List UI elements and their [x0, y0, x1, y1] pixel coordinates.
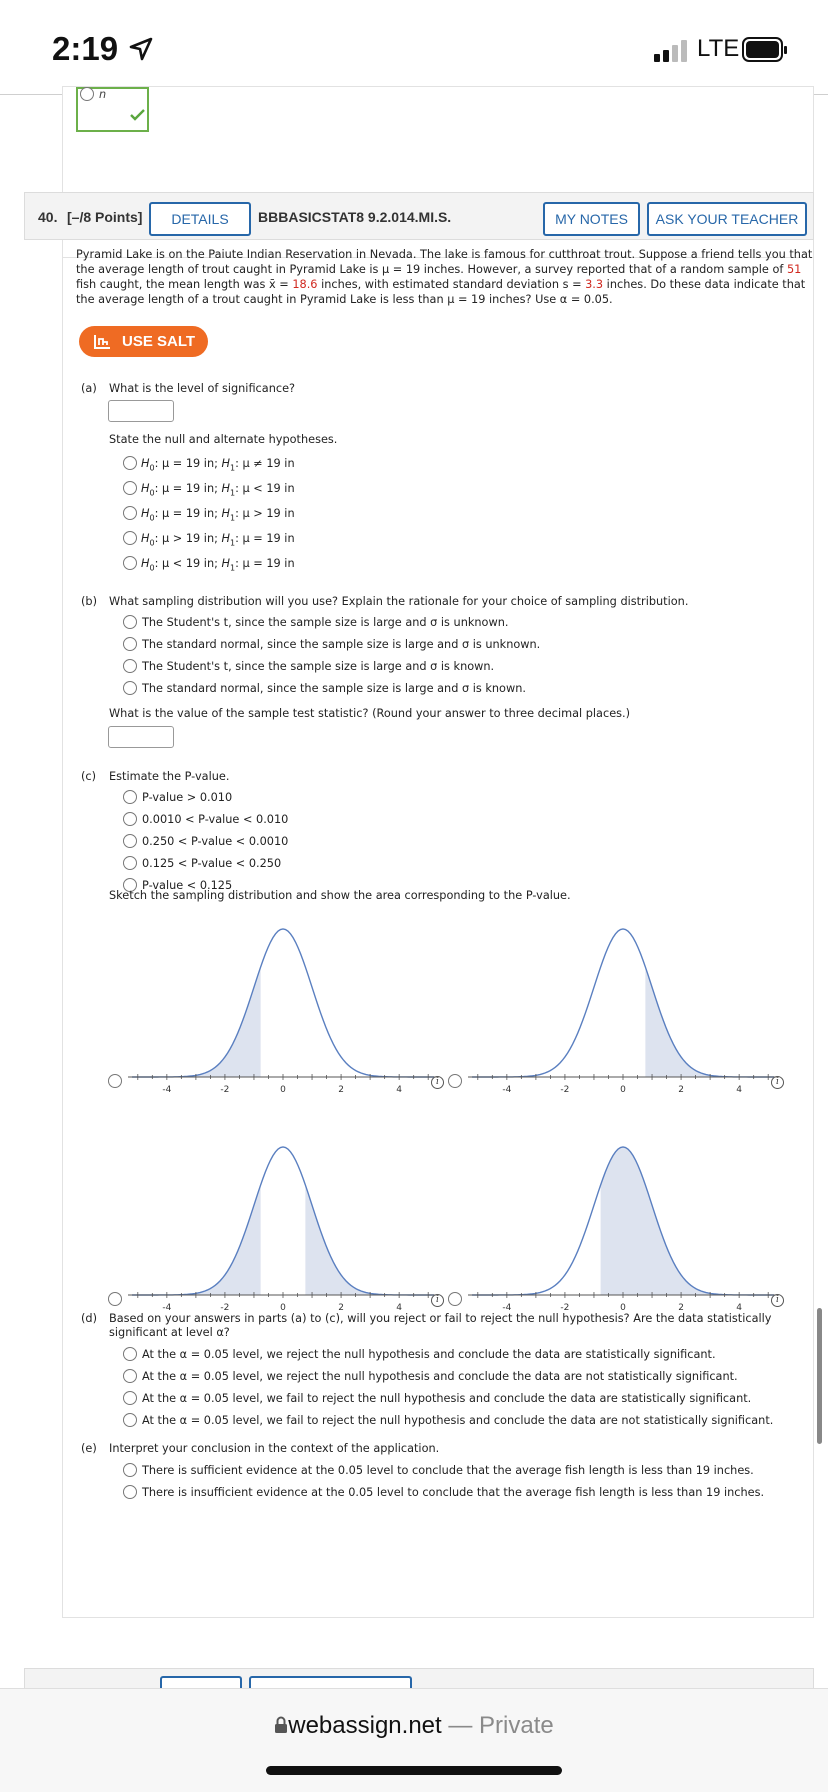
- tick-label: -2: [560, 1085, 570, 1095]
- browser-bottom-bar: [0, 1688, 828, 1792]
- part-d-question-line-2: significant at level α?: [109, 1326, 230, 1339]
- significance-input[interactable]: [108, 400, 174, 422]
- normal-curve-graph: [452, 922, 782, 1100]
- density-curve: [132, 929, 434, 1077]
- hypothesis-option: $H_0$: μ = 19 in; $H_1$: μ > 19 in: [141, 507, 295, 523]
- hypothesis-option: $H_0$: μ = 19 in; $H_1$: μ ≠ 19 in: [141, 457, 295, 473]
- p-value-option: 0.125 < P-value < 0.250: [142, 857, 282, 870]
- distribution-radio[interactable]: [123, 637, 137, 651]
- part-e-question: Interpret your conclusion in the context of the application.: [109, 1442, 440, 1455]
- normal-curve-graph: [112, 922, 442, 1100]
- hypothesis-radio[interactable]: [123, 556, 137, 570]
- p-value-radio[interactable]: [123, 856, 137, 870]
- sketch-prompt: Sketch the sampling distribution and show the area corresponding to the P-value.: [109, 889, 571, 902]
- tick-label: 4: [396, 1085, 403, 1095]
- tick-label: -2: [560, 1303, 570, 1313]
- interpretation-option: There is insufficient evidence at the 0.05 level to conclude that the average fish length is less than 19 inches.: [142, 1486, 765, 1499]
- previous-answer-radio[interactable]: [80, 87, 94, 101]
- distribution-radio[interactable]: [123, 615, 137, 629]
- tick-label: 2: [338, 1303, 344, 1313]
- lock-icon: [274, 1716, 288, 1734]
- tick-label: -2: [220, 1085, 230, 1095]
- question-code: BBBASICSTAT8 9.2.014.MI.S.: [258, 209, 452, 225]
- part-c-question: Estimate the P-value.: [109, 770, 230, 783]
- conclusion-radio[interactable]: [123, 1413, 137, 1427]
- network-type: LTE: [697, 35, 740, 62]
- conclusion-radio[interactable]: [123, 1369, 137, 1383]
- hypothesis-option: $H_0$: μ < 19 in; $H_1$: μ = 19 in: [141, 557, 295, 573]
- tick-label: -2: [220, 1303, 230, 1313]
- tick-label: -4: [502, 1085, 512, 1095]
- test-statistic-input[interactable]: [108, 726, 174, 748]
- url-domain: webassign.net: [288, 1712, 442, 1739]
- info-icon[interactable]: i: [431, 1076, 444, 1089]
- tick-label: 0: [280, 1303, 286, 1313]
- tick-label: -4: [502, 1303, 512, 1313]
- previous-answer-label: n: [99, 88, 107, 101]
- part-d-question-line-1: Based on your answers in parts (a) to (c), will you reject or fail to reject the null hypothesis? Are the data statistically: [109, 1312, 772, 1325]
- normal-curve-graph: [452, 1140, 782, 1318]
- test-statistic-prompt: What is the value of the sample test statistic? (Round your answer to three decimal places.): [109, 707, 631, 720]
- part-a-question: What is the level of significance?: [109, 382, 296, 395]
- tick-label: 4: [736, 1303, 743, 1313]
- hypothesis-radio[interactable]: [123, 531, 137, 545]
- part-d-label: (d): [81, 1312, 97, 1325]
- p-value-radio[interactable]: [123, 812, 137, 826]
- hypothesis-option: $H_0$: μ > 19 in; $H_1$: μ = 19 in: [141, 532, 295, 548]
- tick-label: 0: [620, 1303, 626, 1313]
- shaded-area: [645, 967, 774, 1077]
- use-salt-button[interactable]: [79, 326, 208, 357]
- tick-label: 2: [338, 1085, 344, 1095]
- p-value-radio[interactable]: [123, 790, 137, 804]
- distribution-radio[interactable]: [123, 659, 137, 673]
- tick-label: 2: [678, 1085, 684, 1095]
- checkmark-icon: [130, 108, 145, 121]
- shaded-area-left: [132, 1185, 261, 1295]
- problem-line-1: Pyramid Lake is on the Paiute Indian Reservation in Nevada. The lake is famous for cutthroat trout. Suppose a friend tells you that: [76, 248, 813, 261]
- hypothesis-radio[interactable]: [123, 456, 137, 470]
- question-points: [–/8 Points]: [67, 209, 143, 225]
- p-value-radio[interactable]: [123, 834, 137, 848]
- hypotheses-prompt: State the null and alternate hypotheses.: [109, 433, 338, 446]
- problem-line-3: fish caught, the mean length was x̄ = 18.6 inches, with estimated standard deviation s = 3.3 inches. Do these data indicate that: [76, 278, 806, 291]
- tick-label: 4: [396, 1303, 403, 1313]
- shaded-area: [132, 967, 261, 1077]
- interpretation-option: There is sufficient evidence at the 0.05 level to conclude that the average fish length is less than 19 inches.: [142, 1464, 754, 1477]
- part-e-label: (e): [81, 1442, 97, 1455]
- my-notes-button[interactable]: MY NOTES: [543, 202, 640, 236]
- details-button[interactable]: DETAILS: [149, 202, 251, 236]
- part-a-label: (a): [81, 382, 97, 395]
- hypothesis-radio[interactable]: [123, 481, 137, 495]
- use-salt-label: USE SALT: [122, 333, 196, 350]
- distribution-option: The standard normal, since the sample size is large and σ is unknown.: [142, 638, 541, 651]
- info-icon[interactable]: i: [431, 1294, 444, 1307]
- status-bar: [0, 0, 828, 95]
- page-content: [0, 88, 828, 1688]
- salt-chart-icon: [94, 334, 111, 349]
- scrollbar[interactable]: [817, 1308, 822, 1444]
- conclusion-option: At the α = 0.05 level, we fail to reject the null hypothesis and conclude the data are not statistically significant.: [142, 1414, 774, 1427]
- p-value-option: P-value > 0.010: [142, 791, 233, 804]
- hypothesis-radio[interactable]: [123, 506, 137, 520]
- p-value-option: P-value < 0.125: [142, 879, 233, 892]
- conclusion-option: At the α = 0.05 level, we fail to reject the null hypothesis and conclude the data are statistically significant.: [142, 1392, 752, 1405]
- conclusion-radio[interactable]: [123, 1347, 137, 1361]
- ask-your-teacher-button[interactable]: ASK YOUR TEACHER: [647, 202, 807, 236]
- problem-line-2: the average length of trout caught in Pyramid Lake is μ = 19 inches. However, a survey reported that of a random sample of 51: [76, 263, 802, 276]
- info-icon[interactable]: i: [771, 1076, 784, 1089]
- tick-label: -4: [162, 1303, 172, 1313]
- tick-label: 4: [736, 1085, 743, 1095]
- conclusion-option: At the α = 0.05 level, we reject the null hypothesis and conclude the data are not statistically significant.: [142, 1370, 738, 1383]
- previous-answer-box: [76, 87, 149, 132]
- clock: 2:19: [52, 30, 119, 67]
- tick-label: -4: [162, 1085, 172, 1095]
- distribution-option: The standard normal, since the sample size is large and σ is known.: [142, 682, 526, 695]
- distribution-option: The Student's t, since the sample size is large and σ is unknown.: [142, 616, 509, 629]
- problem-line-4: the average length of a trout caught in Pyramid Lake is less than μ = 19 inches? Use α = 0.05.: [76, 293, 613, 306]
- url-separator: —: [441, 1712, 480, 1739]
- conclusion-option: At the α = 0.05 level, we reject the null hypothesis and conclude the data are statistically significant.: [142, 1348, 716, 1361]
- conclusion-radio[interactable]: [123, 1391, 137, 1405]
- part-b-question: What sampling distribution will you use? Explain the rationale for your choice of sampling distribution.: [109, 595, 689, 608]
- distribution-option: The Student's t, since the sample size is large and σ is known.: [142, 660, 495, 673]
- p-value-option: 0.250 < P-value < 0.0010: [142, 835, 289, 848]
- hypothesis-option: $H_0$: μ = 19 in; $H_1$: μ < 19 in: [141, 482, 295, 498]
- signal-strength-icon: [652, 39, 690, 63]
- info-icon[interactable]: i: [771, 1294, 784, 1307]
- shaded-area: [601, 1147, 774, 1295]
- home-indicator[interactable]: [266, 1766, 562, 1775]
- part-b-label: (b): [81, 595, 97, 608]
- battery-icon: [742, 37, 788, 63]
- tick-label: 0: [280, 1085, 286, 1095]
- shaded-area-right: [305, 1185, 434, 1295]
- distribution-radio[interactable]: [123, 681, 137, 695]
- p-value-option: 0.0010 < P-value < 0.010: [142, 813, 289, 826]
- density-curve: [472, 929, 774, 1077]
- address-bar[interactable]: [0, 1712, 828, 1740]
- interpretation-radio[interactable]: [123, 1485, 137, 1499]
- tick-label: 0: [620, 1085, 626, 1095]
- location-arrow-icon: [128, 36, 154, 62]
- tick-label: 2: [678, 1303, 684, 1313]
- part-c-label: (c): [81, 770, 97, 783]
- density-curve: [132, 1147, 434, 1295]
- interpretation-radio[interactable]: [123, 1463, 137, 1477]
- question-number: 40.: [38, 209, 58, 225]
- private-mode-label: Private: [479, 1712, 554, 1739]
- normal-curve-graph: [112, 1140, 442, 1318]
